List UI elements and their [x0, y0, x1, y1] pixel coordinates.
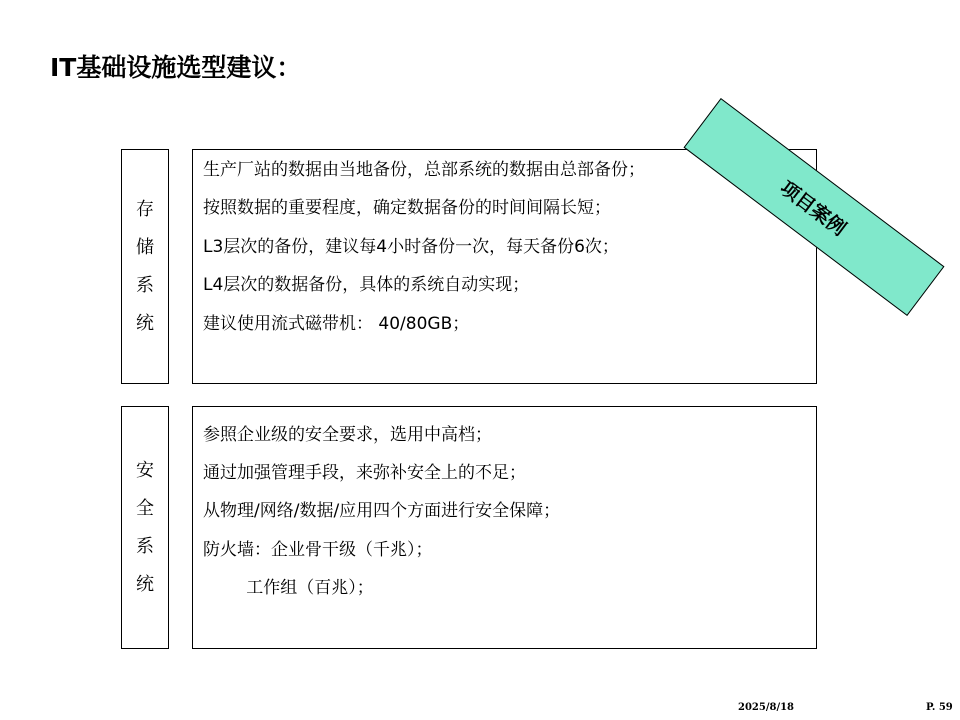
storage-line: L4层次的数据备份，具体的系统自动实现； — [203, 275, 530, 295]
storage-label-char: 系 — [136, 274, 154, 296]
footer-date: 2025/8/18 — [738, 702, 795, 713]
security-line: 从物理/网络/数据/应用四个方面进行安全保障； — [203, 501, 561, 521]
security-system-label — [121, 406, 169, 649]
storage-label-char: 储 — [136, 236, 154, 258]
security-label-char: 统 — [136, 573, 154, 595]
footer-page-number: P. 59 — [926, 702, 953, 713]
security-label-char: 全 — [136, 497, 154, 519]
storage-label-char: 存 — [136, 198, 154, 220]
security-line: 参照企业级的安全要求，选用中高档； — [203, 425, 492, 445]
security-line: 防火墙：企业骨干级（千兆）； — [203, 540, 433, 560]
security-label-char: 系 — [136, 535, 154, 557]
storage-system-label — [121, 149, 169, 384]
security-label-char: 安 — [136, 459, 154, 481]
storage-line: 按照数据的重要程度，确定数据备份的时间间隔长短； — [203, 198, 611, 218]
storage-label-char: 统 — [136, 312, 154, 334]
storage-line: L3层次的备份，建议每4小时备份一次，每天备份6次； — [203, 237, 619, 257]
page-title: IT基础设施选型建议： — [50, 53, 302, 82]
storage-line: 建议使用流式磁带机： 40/80GB； — [203, 314, 470, 334]
project-case-stamp-text: 项目案例 — [776, 176, 851, 240]
storage-content-box — [192, 149, 817, 384]
security-line: 工作组（百兆）； — [203, 578, 374, 598]
security-content-box — [192, 406, 817, 649]
security-line: 通过加强管理手段，来弥补安全上的不足； — [203, 463, 526, 483]
storage-line: 生产厂站的数据由当地备份，总部系统的数据由总部备份； — [203, 160, 645, 180]
